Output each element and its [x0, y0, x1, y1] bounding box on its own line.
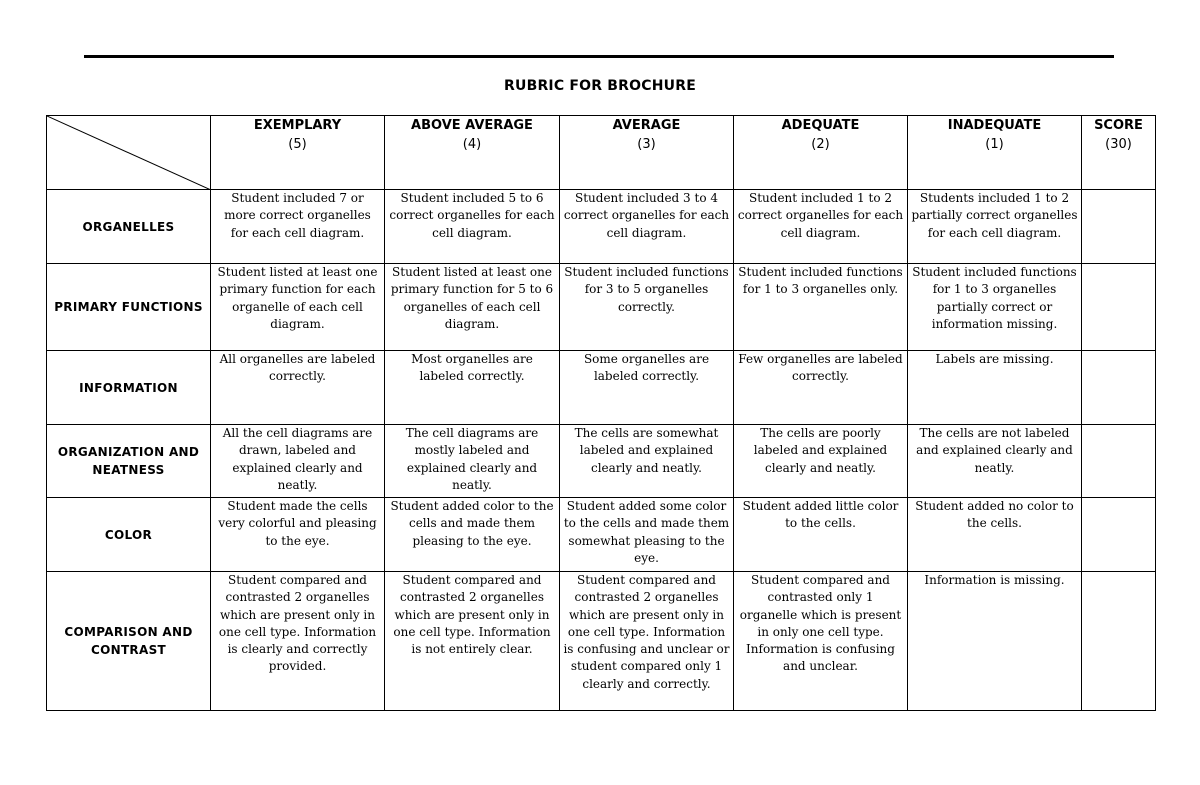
rubric-cell: The cell diagrams are mostly labeled and explained clearly and neatly.: [385, 425, 560, 498]
rubric-table: [46, 115, 1156, 711]
table-row-comparison-and-contrast: [47, 572, 1156, 711]
rubric-cell: The cells are somewhat labeled and explained clearly and neatly.: [560, 425, 734, 498]
criterion-label: COLOR: [47, 498, 211, 572]
rubric-cell: Students included 1 to 2 partially correct organelles for each cell diagram.: [908, 190, 1082, 264]
table-row-primary-functions: [47, 264, 1156, 351]
rubric-cell: Student included functions for 3 to 5 organelles correctly.: [560, 264, 734, 351]
level-header-above-average: [385, 116, 560, 190]
score-cell: [1082, 425, 1156, 498]
level-points: (1): [985, 137, 1004, 152]
rubric-cell: Student included 7 or more correct organelles for each cell diagram.: [211, 190, 385, 264]
rubric-cell: Some organelles are labeled correctly.: [560, 351, 734, 425]
rubric-cell: All organelles are labeled correctly.: [211, 351, 385, 425]
rubric-cell: Student listed at least one primary function for each organelle of each cell diagram.: [211, 264, 385, 351]
criterion-label: ORGANIZATION AND NEATNESS: [47, 425, 211, 498]
table-row-color: [47, 498, 1156, 572]
score-header: [1082, 116, 1156, 190]
rubric-cell: Most organelles are labeled correctly.: [385, 351, 560, 425]
score-cell: [1082, 572, 1156, 711]
rubric-cell: Student included 1 to 2 correct organelles for each cell diagram.: [734, 190, 908, 264]
rubric-cell: Student included 3 to 4 correct organelles for each cell diagram.: [560, 190, 734, 264]
diagonal-line: [47, 116, 211, 190]
score-cell: [1082, 190, 1156, 264]
rubric-cell: Labels are missing.: [908, 351, 1082, 425]
level-points: (4): [462, 137, 482, 152]
level-header-average: [560, 116, 734, 190]
score-cell: [1082, 264, 1156, 351]
corner-cell: [47, 116, 211, 190]
rubric-cell: Student added some color to the cells and made them somewhat pleasing to the eye.: [560, 498, 734, 572]
level-name: AVERAGE: [612, 118, 681, 133]
rubric-cell: The cells are poorly labeled and explained clearly and neatly.: [734, 425, 908, 498]
rubric-cell: Student compared and contrasted 2 organelles which are present only in one cell type. Information is confusing and unclear or student compared only 1 clearly and correctly.: [560, 572, 734, 711]
rubric-cell: The cells are not labeled and explained clearly and neatly.: [908, 425, 1082, 498]
table-row-organelles: [47, 190, 1156, 264]
rubric-cell: Few organelles are labeled correctly.: [734, 351, 908, 425]
top-rule-line: [84, 55, 1114, 58]
page-title: RUBRIC FOR BROCHURE: [504, 78, 696, 94]
level-name: EXEMPLARY: [253, 118, 342, 133]
rubric-cell: Information is missing.: [908, 572, 1082, 711]
level-points: (3): [637, 137, 656, 152]
level-name: ABOVE AVERAGE: [411, 118, 533, 133]
level-name: ADEQUATE: [781, 118, 860, 133]
table-row-organization-and-neatness: [47, 425, 1156, 498]
score-cell: [1082, 351, 1156, 425]
rubric-cell: Student compared and contrasted 2 organelles which are present only in one cell type. Information is clearly and correctly provided.: [211, 572, 385, 711]
rubric-cell: Student included 5 to 6 correct organelles for each cell diagram.: [385, 190, 560, 264]
table-row-information: [47, 351, 1156, 425]
level-header-inadequate: [908, 116, 1082, 190]
rubric-cell: Student included functions for 1 to 3 organelles only.: [734, 264, 908, 351]
rubric-cell: Student added no color to the cells.: [908, 498, 1082, 572]
rubric-cell: Student compared and contrasted only 1 organelle which is present in only one cell type. Information is confusing and unclear.: [734, 572, 908, 711]
score-cell: [1082, 498, 1156, 572]
level-name: INADEQUATE: [947, 118, 1042, 133]
score-header-points: (30): [1105, 137, 1132, 152]
rubric-cell: Student included functions for 1 to 3 organelles partially correct or information missing.: [908, 264, 1082, 351]
criterion-label: PRIMARY FUNCTIONS: [47, 264, 211, 351]
header-row: [47, 116, 1156, 190]
criterion-label: COMPARISON AND CONTRAST: [47, 572, 211, 711]
level-points: (5): [288, 137, 307, 152]
rubric-cell: Student listed at least one primary function for 5 to 6 organelles of each cell diagram.: [385, 264, 560, 351]
rubric-cell: Student compared and contrasted 2 organelles which are present only in one cell type. Information is not entirely clear.: [385, 572, 560, 711]
rubric-cell: Student made the cells very colorful and pleasing to the eye.: [211, 498, 385, 572]
level-points: (2): [811, 137, 830, 152]
level-header-adequate: [734, 116, 908, 190]
rubric-cell: Student added little color to the cells.: [734, 498, 908, 572]
level-header-exemplary: [211, 116, 385, 190]
rubric-cell: All the cell diagrams are drawn, labeled and explained clearly and neatly.: [211, 425, 385, 498]
criterion-label: ORGANELLES: [47, 190, 211, 264]
rubric-cell: Student added color to the cells and made them pleasing to the eye.: [385, 498, 560, 572]
criterion-label: INFORMATION: [47, 351, 211, 425]
score-header-name: SCORE: [1094, 118, 1143, 133]
